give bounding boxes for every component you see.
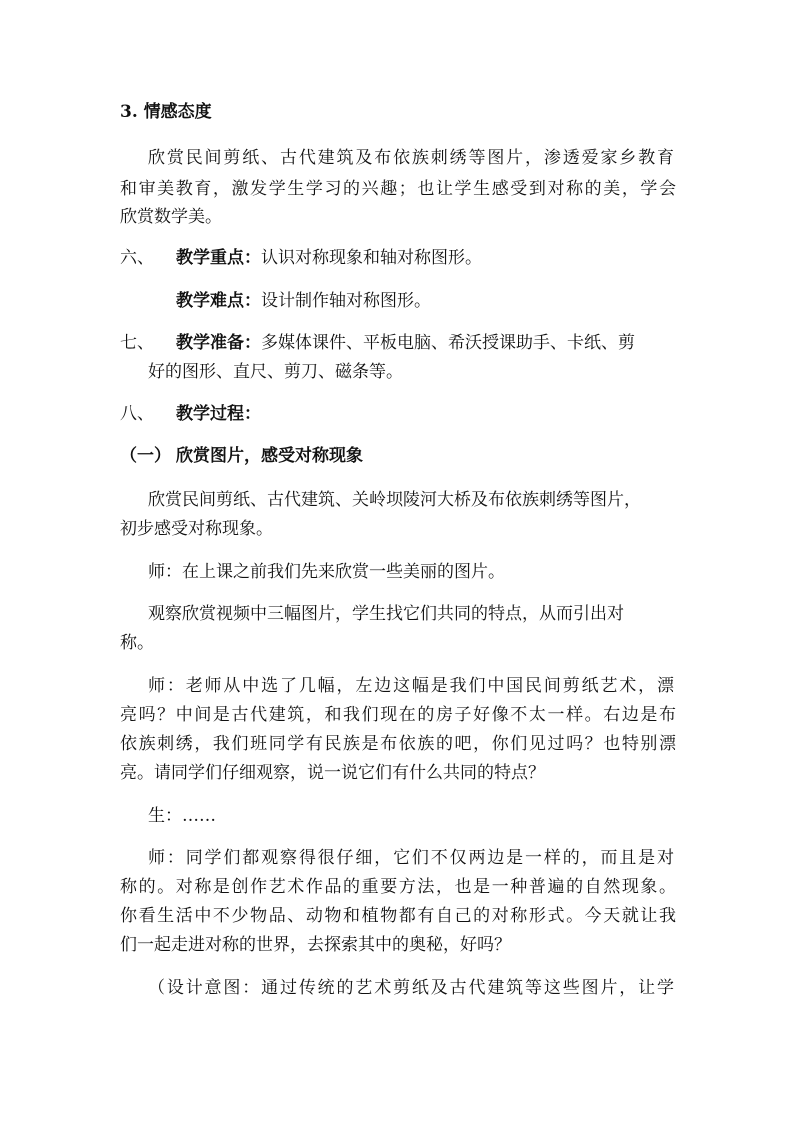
paragraph-line: 亮吗？中间是古代建筑，和我们现在的房子好像不太一样。右边是布 xyxy=(120,705,676,725)
paragraph-line: 们一起走进对称的世界，去探索其中的奥秘，好吗？ xyxy=(120,935,511,955)
section-number: 八、 xyxy=(120,404,154,424)
key-point-label: 教学重点： xyxy=(176,248,261,268)
section-number: 七、 xyxy=(120,333,154,353)
section-number: 六、 xyxy=(120,248,154,268)
paragraph-line: 你看生活中不少物品、动物和植物都有自己的对称形式。今天就让我 xyxy=(120,906,676,926)
subsection-title: 欣赏图片，感受对称现象 xyxy=(176,446,363,466)
paragraph-line: 和审美教育，激发学生学习的兴趣；也让学生感受到对称的美，学会 xyxy=(120,179,676,199)
prep-label: 教学准备： xyxy=(176,333,261,353)
paragraph-line: 欣赏民间剪纸、古代建筑及布依族刺绣等图片，渗透爱家乡教育 xyxy=(148,148,674,168)
paragraph-line: （设计意图：通过传统的艺术剪纸及古代建筑等这些图片，让学 xyxy=(148,978,674,998)
paragraph-line: 师：同学们都观察得很仔细，它们不仅两边是一样的，而且是对 xyxy=(148,848,674,868)
difficulty-line xyxy=(176,290,431,312)
subsection-heading xyxy=(120,445,363,467)
paragraph-line: 称。 xyxy=(120,633,154,653)
paragraph-line: 师：在上课之前我们先来欣赏一些美丽的图片。 xyxy=(148,562,505,582)
key-point-text: 认识对称现象和轴对称图形。 xyxy=(261,248,482,268)
paragraph-line: 称的。对称是创作艺术作品的重要方法，也是一种普遍的自然现象。 xyxy=(120,877,676,897)
prep-text: 多媒体课件、平板电脑、希沃授课助手、卡纸、剪 xyxy=(261,333,635,353)
subsection-number: （一） xyxy=(120,446,171,466)
paragraph-line: 生：…… xyxy=(148,806,216,826)
difficulty-text: 设计制作轴对称图形。 xyxy=(261,291,431,311)
paragraph-line: 初步感受对称现象。 xyxy=(120,519,273,539)
process-label: 教学过程： xyxy=(176,404,261,424)
section-eight xyxy=(120,403,261,425)
prep-text-continued: 好的图形、直尺、剪刀、磁条等。 xyxy=(148,362,403,382)
paragraph-line: 欣赏民间剪纸、古代建筑、关岭坝陵河大桥及布依族刺绣等图片， xyxy=(148,490,641,510)
paragraph-line: 师：老师从中选了几幅，左边这幅是我们中国民间剪纸艺术，漂 xyxy=(148,676,674,696)
paragraph-line: 观察欣赏视频中三幅图片，学生找它们共同的特点，从而引出对 xyxy=(148,604,624,624)
section-seven xyxy=(120,332,635,354)
paragraph-line: 依族刺绣，我们班同学有民族是布依族的吧，你们见过吗？也特别漂 xyxy=(120,734,676,754)
section-heading: 3. 情感态度 xyxy=(120,102,212,122)
paragraph-line: 欣赏数学美。 xyxy=(120,207,222,227)
difficulty-label: 教学难点： xyxy=(176,291,261,311)
section-six xyxy=(120,247,482,269)
paragraph-line: 亮。请同学们仔细观察，说一说它们有什么共同的特点？ xyxy=(120,763,545,783)
